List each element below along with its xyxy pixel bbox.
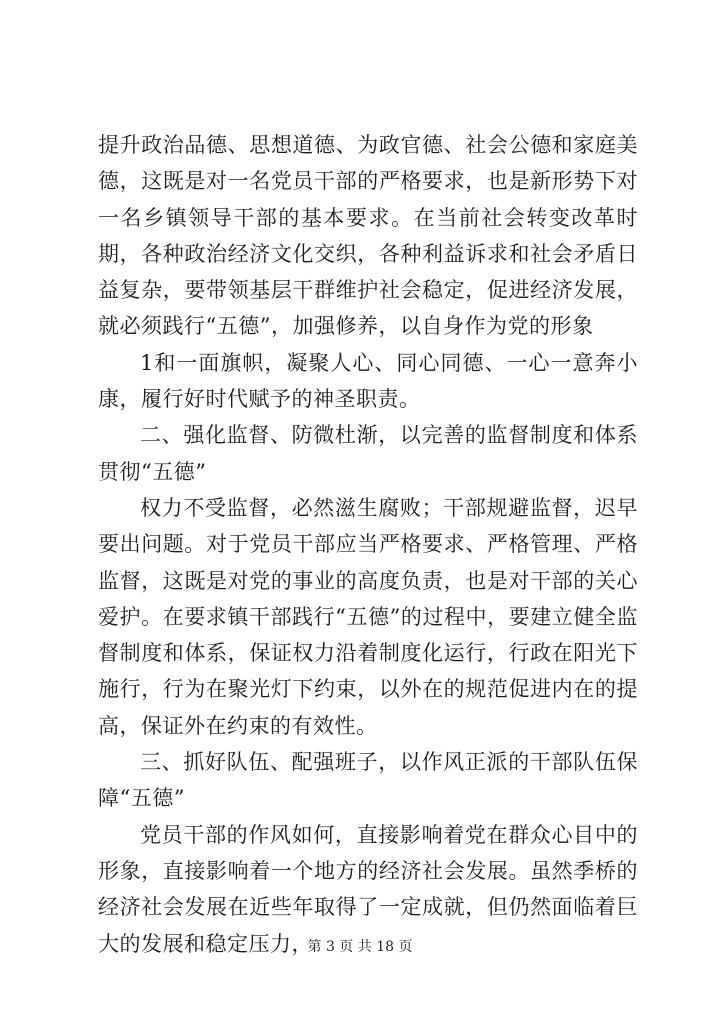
paragraph-supervision: 权力不受监督，必然滋生腐败；干部规避监督，迟早要出问题。对于党员干部应当严格要求、严格管理、严格监督，这既是对党的事业的高度负责，也是对干部的关心爱护。在要求镇干部践行“五德”的过程中，要建立健全监督制度和体系，保证权力沿着制度化运行，行政在阳光下施行，行为在聚光灯下约束，以外在的规范促进内在的提高，保证外在约束的有效性。 xyxy=(98,495,638,738)
document-body xyxy=(98,127,638,962)
paragraph-intro-continued: 提升政治品德、思想道德、为政官德、社会公德和家庭美德，这既是对一名党员干部的严格要求，也是新形势下对一名乡镇领导干部的基本要求。在当前社会转变改革时期，各种政治经济文化交织，各种利益诉求和社会矛盾日益复杂，要带领基层干群维护社会稳定，促进经济发展，就必须践行“五德”，加强修养，以自身作为党的形象 xyxy=(98,133,638,339)
section-heading-team: 三、抓好队伍、配强班子，以作风正派的干部队伍保障“五德” xyxy=(98,750,638,811)
section-heading-supervision: 二、强化监督、防微杜渐，以完善的监督制度和体系贯彻“五德” xyxy=(98,423,638,484)
paragraph-team: 党员干部的作风如何，直接影响着党在群众心目中的形象，直接影响着一个地方的经济社会发展。虽然季桥的经济社会发展在近些年取得了一定成就，但仍然面临着巨大的发展和稳定压力， xyxy=(98,822,638,956)
paragraph-banner: 1和一面旗帜，凝聚人心、同心同德、一心一意奔小康，履行好时代赋予的神圣职责。 xyxy=(98,350,638,412)
page-number-footer: 第 3 页 共 18 页 xyxy=(307,939,413,955)
